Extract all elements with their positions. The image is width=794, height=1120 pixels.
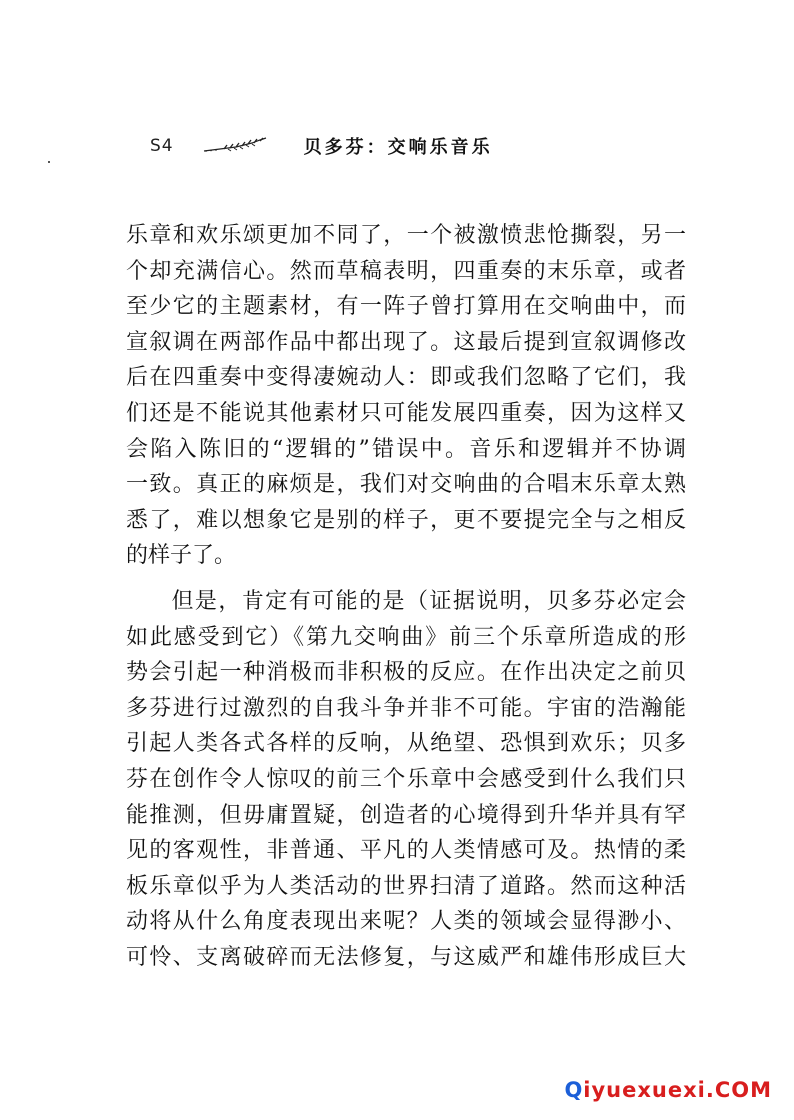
text-line: 如此感受到它）《第九交响曲》前三个乐章所造成的形 xyxy=(126,624,686,650)
text-line: 的样子了。 xyxy=(126,543,237,569)
feather-ornament-icon xyxy=(202,137,268,155)
text-line: 多芬进行过激烈的自我斗争并非不可能。宇宙的浩瀚能 xyxy=(126,695,686,721)
text-line: 引起人类各式各样的反响，从绝望、恐惧到欢乐；贝多 xyxy=(126,731,686,757)
watermark-text: iyuexuexi.COM xyxy=(583,1078,772,1102)
text-line: 悉了，难以想象它是别的样子，更不要提完全与之相反 xyxy=(126,507,686,533)
text-line: 芬在创作令人惊叹的前三个乐章中会感受到什么我们只 xyxy=(126,766,686,792)
page-number: S4 xyxy=(150,136,174,156)
text-line: 会陷入陈旧的“逻辑的”错误中。音乐和逻辑并不协调 xyxy=(126,436,686,462)
text-line: 势会引起一种消极而非积极的反应。在作出决定之前贝 xyxy=(126,660,686,686)
text-line: 能推测，但毋庸置疑，创造者的心境得到升华并具有罕 xyxy=(126,802,686,828)
text-line: 个却充满信心。然而草稿表明，四重奏的末乐章，或者 xyxy=(126,258,686,284)
text-line: 至少它的主题素材，有一阵子曾打算用在交响曲中，而 xyxy=(126,294,686,320)
watermark-q: Q xyxy=(564,1078,584,1102)
text-line: 宣叙调在两部作品中都出现了。这最后提到宣叙调修改 xyxy=(126,329,686,355)
page-header xyxy=(150,132,493,160)
scan-dot xyxy=(48,161,50,163)
text-line: 后在四重奏中变得凄婉动人：即或我们忽略了它们，我 xyxy=(126,365,686,391)
paragraph-2 xyxy=(126,584,686,976)
text-line: 见的客观性，非普通、平凡的人类情感可及。热情的柔 xyxy=(126,838,686,864)
text-line: 板乐章似乎为人类活动的世界扫清了道路。然而这种活 xyxy=(126,873,686,899)
text-line-indented xyxy=(126,584,686,620)
site-watermark xyxy=(564,1078,772,1102)
text-line: 们还是不能说其他素材只可能发展四重奏，因为这样又 xyxy=(126,400,686,426)
paragraph-1 xyxy=(126,218,686,574)
text-line: 乐章和欢乐颂更加不同了，一个被激愤悲怆撕裂，另一 xyxy=(126,223,686,248)
body-text xyxy=(126,218,686,975)
text-line-content: 但是，肯定有可能的是（证据说明，贝多芬必定会 xyxy=(170,588,686,614)
text-line: 一致。真正的麻烦是，我们对交响曲的合唱末乐章太熟 xyxy=(126,472,686,498)
text-line: 动将从什么角度表现出来呢？人类的领域会显得渺小、 xyxy=(126,909,686,935)
running-title: 贝多芬：交响乐音乐 xyxy=(303,137,493,158)
text-line: 可怜、支离破碎而无法修复，与这威严和雄伟形成巨大 xyxy=(126,944,686,970)
